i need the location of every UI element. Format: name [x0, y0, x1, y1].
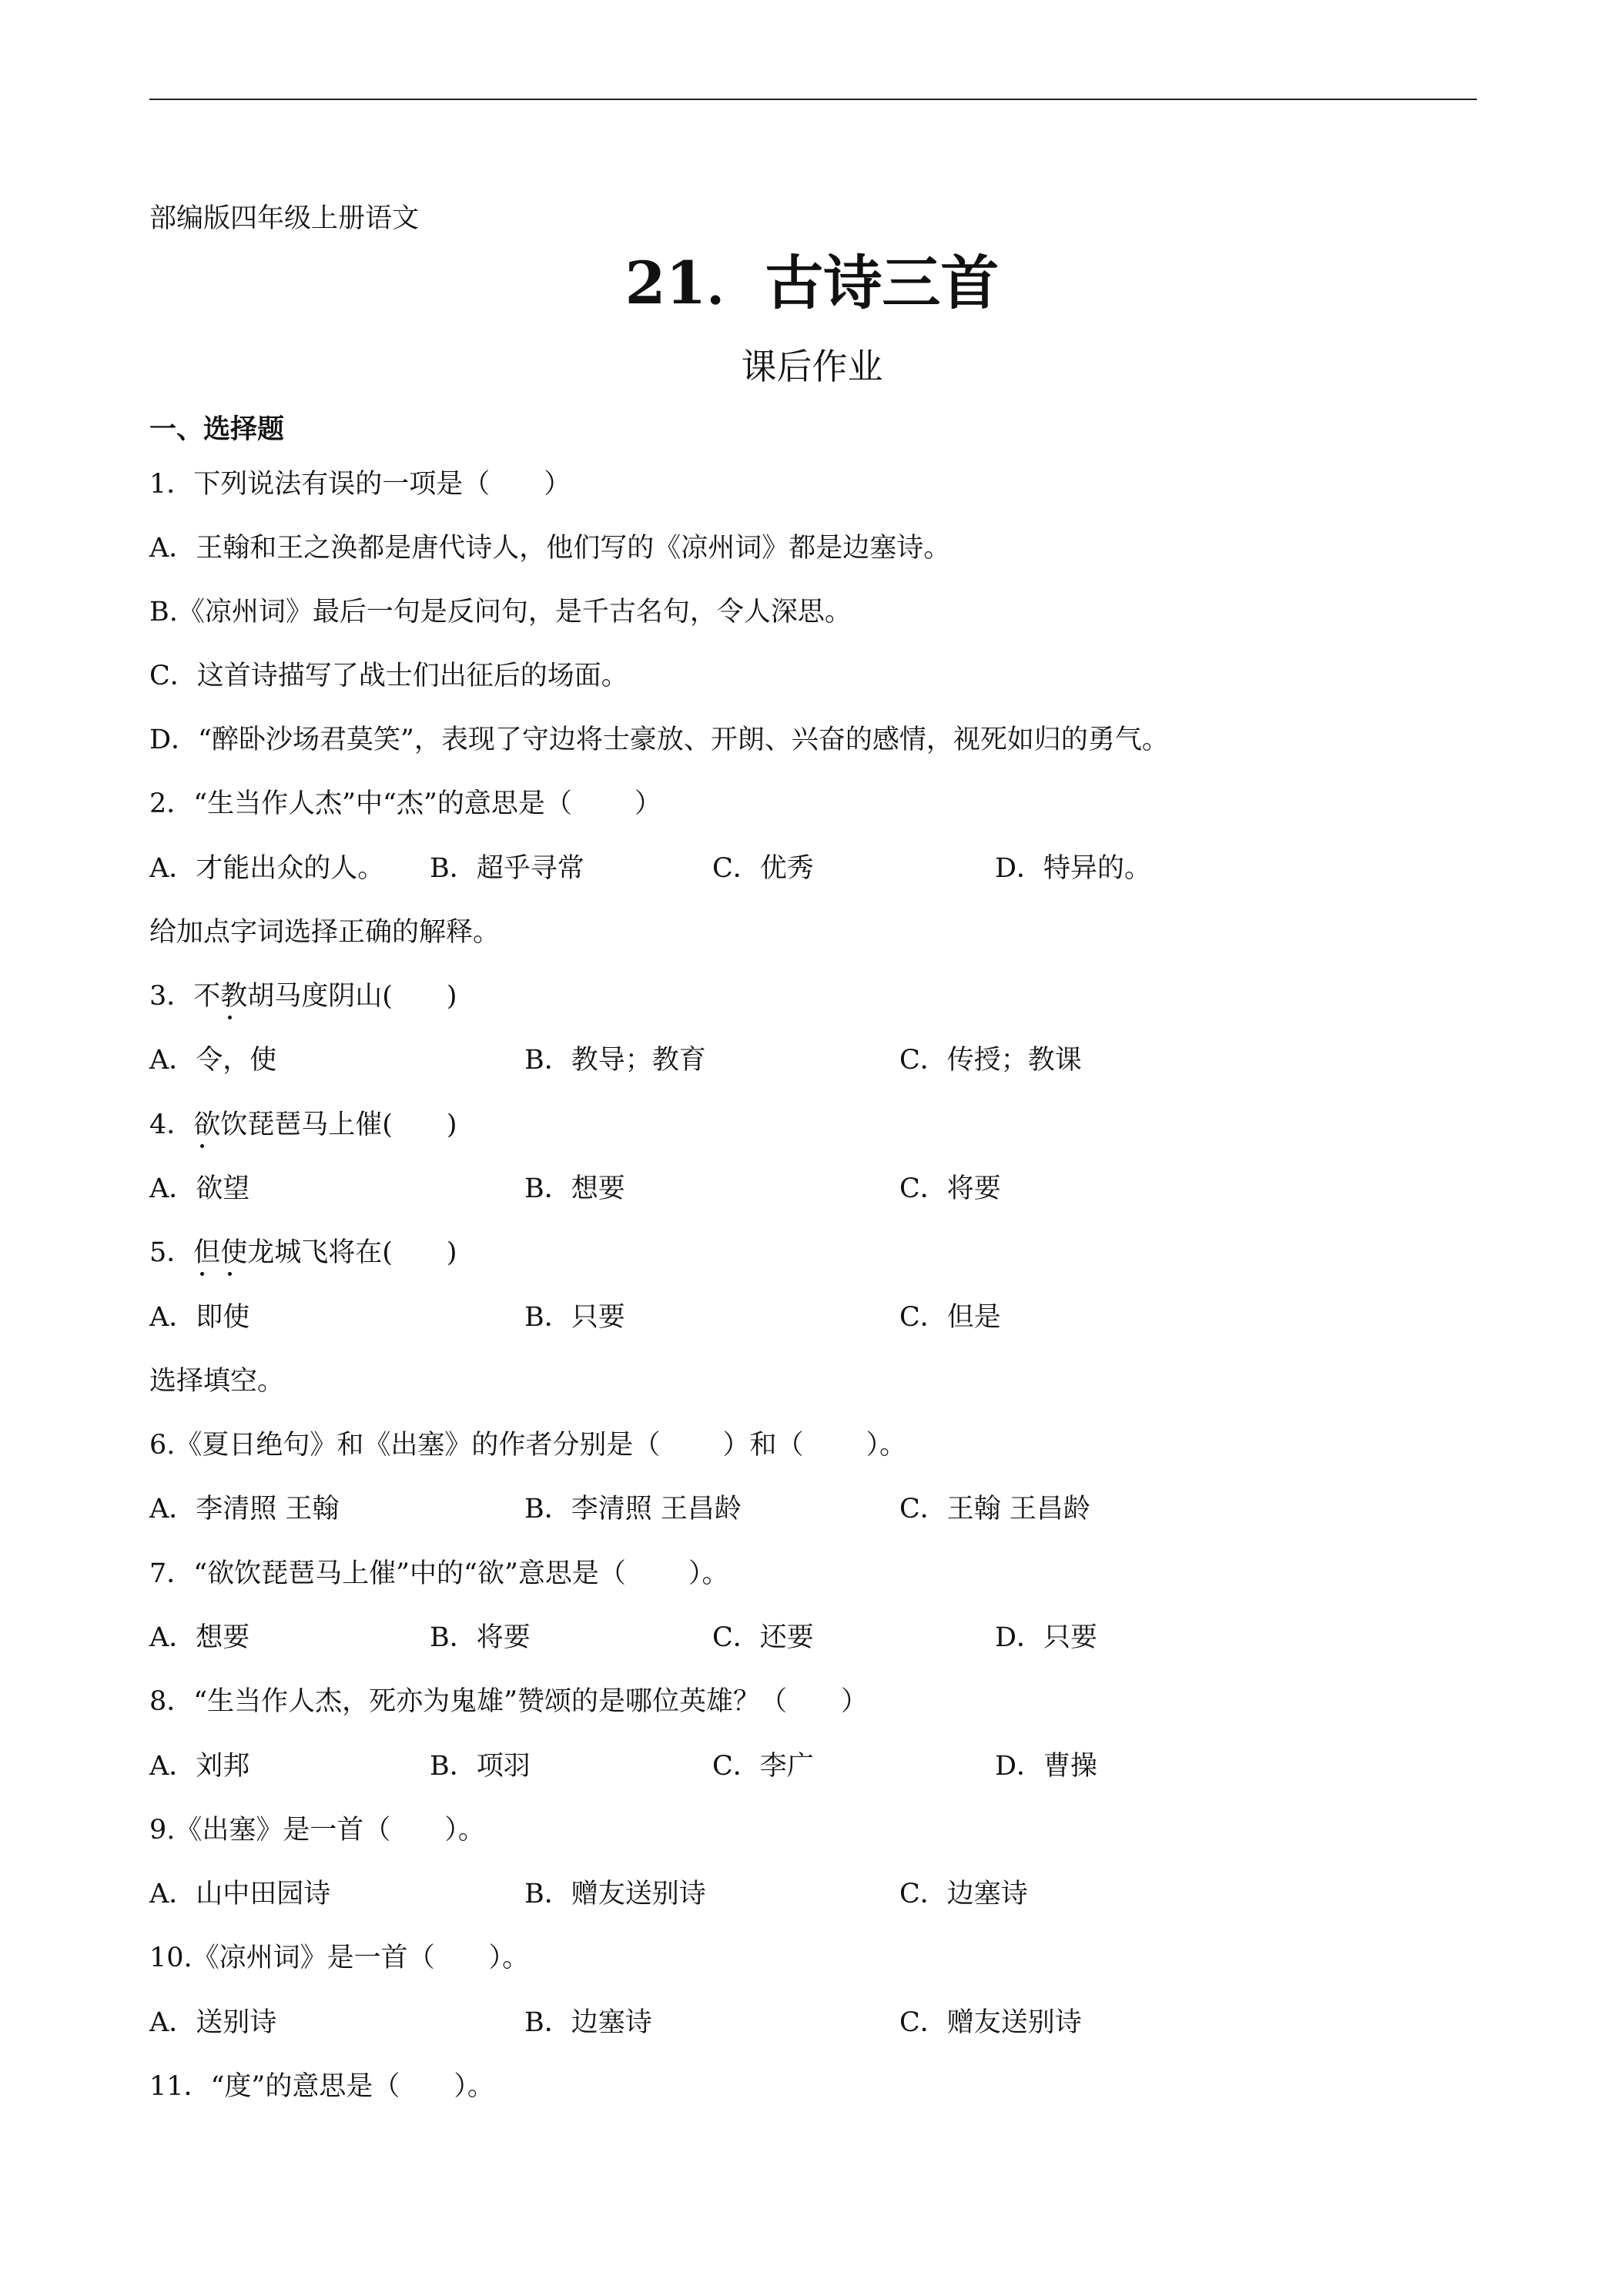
option-b: B．想要 — [524, 1173, 625, 1204]
question-text: 11．“度”的意思是（ ）。 — [149, 2071, 494, 2102]
question-11 — [149, 2067, 1477, 2106]
option-d: D．曹操 — [995, 1751, 1098, 1782]
option-b: B．教导；教育 — [524, 1045, 706, 1076]
option-c: C．将要 — [899, 1173, 1001, 1204]
option-b: B．边塞诗 — [524, 2007, 652, 2038]
option-c: C．王翰 王昌龄 — [899, 1494, 1090, 1525]
option-b: B．李清照 王昌龄 — [524, 1494, 742, 1525]
option-b: B．将要 — [430, 1622, 531, 1653]
question-text: 6.《夏日绝句》和《出塞》的作者分别是（ ）和（ ）。 — [149, 1430, 907, 1461]
option-a: A．才能出众的人。 — [149, 853, 385, 884]
option-row — [149, 1747, 1477, 1786]
option-a: A．山中田园诗 — [149, 1879, 331, 1909]
question-4 — [149, 1106, 1477, 1144]
option-a: A．刘邦 — [149, 1751, 250, 1782]
page-subtitle: 课后作业 — [741, 346, 883, 387]
option-c: C．传授；教课 — [899, 1045, 1082, 1076]
option-b: B．赠友送别诗 — [524, 1879, 706, 1909]
option-c: C．还要 — [712, 1622, 814, 1653]
option-row — [149, 1875, 1477, 1913]
option-row — [149, 1298, 1477, 1337]
question-9 — [149, 1811, 1477, 1849]
instruction — [149, 1362, 1477, 1401]
option-c: C．这首诗描写了战士们出征后的场面。 — [149, 661, 628, 691]
option-row — [149, 593, 1477, 631]
question-10 — [149, 1939, 1477, 1977]
option-row — [149, 721, 1477, 759]
question-text: 8．“生当作人杰，死亦为鬼雄”赞颂的是哪位英雄？（ ） — [149, 1686, 869, 1717]
question-text: 10.《凉州词》是一首（ ）。 — [149, 1943, 530, 1973]
option-b: B.《凉州词》最后一句是反问句，是千古名句，令人深思。 — [149, 597, 852, 628]
question-5 — [149, 1233, 1477, 1272]
option-row — [149, 1170, 1477, 1208]
option-b: B．超乎寻常 — [430, 853, 584, 884]
option-a: A．想要 — [149, 1622, 250, 1653]
instruction — [149, 913, 1477, 952]
question-3 — [149, 977, 1477, 1016]
option-c: C．李广 — [712, 1751, 814, 1782]
instruction-text: 给加点字词选择正确的解释。 — [149, 917, 501, 948]
option-a: A．送别诗 — [149, 2007, 277, 2038]
emphasis-dot — [200, 1272, 204, 1276]
option-c: C．赠友送别诗 — [899, 2007, 1082, 2038]
option-a: A．王翰和王之涣都是唐代诗人，他们写的《凉州词》都是边塞诗。 — [149, 533, 951, 564]
option-row — [149, 849, 1477, 888]
option-row — [149, 1618, 1477, 1657]
option-c: C．优秀 — [712, 853, 814, 884]
option-c: C．但是 — [899, 1302, 1001, 1333]
subject-label: 部编版四年级上册语文 — [149, 203, 420, 234]
question-2 — [149, 785, 1477, 823]
option-a: A．李清照 王翰 — [149, 1494, 340, 1525]
option-b: B．项羽 — [430, 1751, 531, 1782]
question-text: 2．“生当作人杰”中“杰”的意思是（ ） — [149, 788, 661, 819]
header-rule — [149, 99, 1477, 100]
option-a: A．即使 — [149, 1302, 250, 1333]
section-title: 一、选择题 — [149, 413, 285, 445]
emphasis-dot — [228, 1272, 232, 1276]
option-a: A．欲望 — [149, 1173, 250, 1204]
option-row — [149, 1041, 1477, 1079]
instruction-text: 选择填空。 — [149, 1366, 285, 1397]
question-text: 4．欲饮琵琶马上催( ) — [149, 1110, 457, 1140]
option-a: A．令，使 — [149, 1045, 277, 1076]
question-text: 9.《出塞》是一首（ ）。 — [149, 1815, 485, 1846]
question-text: 5．但使龙城飞将在( ) — [149, 1237, 457, 1268]
question-6 — [149, 1426, 1477, 1464]
emphasis-dot — [228, 1016, 232, 1019]
option-c: C．边塞诗 — [899, 1879, 1028, 1909]
question-7 — [149, 1555, 1477, 1593]
option-d: D．只要 — [995, 1622, 1098, 1653]
question-1 — [149, 465, 1477, 504]
option-row — [149, 2003, 1477, 2042]
page-title: 21．古诗三首 — [624, 249, 1000, 317]
option-d: D．特异的。 — [995, 853, 1152, 884]
question-text: 7．“欲饮琵琶马上催”中的“欲”意思是（ ）。 — [149, 1558, 729, 1589]
option-row — [149, 529, 1477, 567]
option-row — [149, 657, 1477, 695]
option-b: B．只要 — [524, 1302, 625, 1333]
option-row — [149, 1490, 1477, 1528]
question-text: 3．不教胡马度阴山( ) — [149, 981, 457, 1012]
question-text: 1．下列说法有误的一项是（ ） — [149, 469, 571, 500]
question-8 — [149, 1682, 1477, 1721]
option-d: D．“醉卧沙场君莫笑”，表现了守边将士豪放、开朗、兴奋的感情，视死如归的勇气。 — [149, 725, 1169, 755]
emphasis-dot — [200, 1144, 204, 1148]
